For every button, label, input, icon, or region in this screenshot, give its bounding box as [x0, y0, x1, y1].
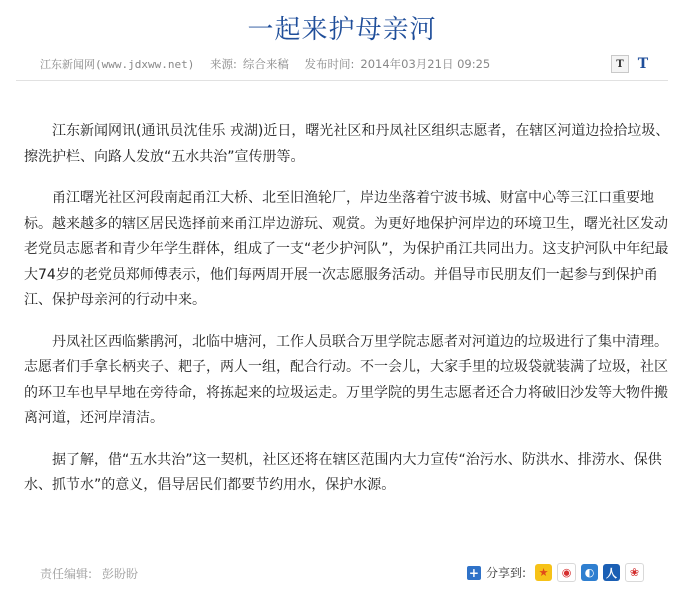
article-paragraph: 江东新闻网讯(通讯员沈佳乐 戎湖)近日，曙光社区和丹凤社区组织志愿者，在辖区河道边捡拾垃圾、擦洗护栏、向路人发放“五水共治”宣传册等。 — [24, 123, 670, 165]
font-size-controls — [611, 55, 652, 73]
tqq-icon[interactable]: ◐ — [581, 564, 598, 581]
article-title: 一起来护母亲河 — [247, 15, 437, 45]
meta-source: 综合来稿 — [242, 57, 289, 71]
article-paragraph: 据了解，借“五水共治”这一契机，社区还将在辖区范围内大力宣传“治污水、防洪水、排涝水、保供水、抓节水”的意义，倡导居民们都要节约用水，保护水源。 — [24, 451, 662, 493]
article-meta — [40, 57, 502, 72]
weibo-icon[interactable]: ◉ — [557, 563, 576, 582]
qzone-icon[interactable]: ★ — [535, 564, 552, 581]
article-footer — [40, 563, 644, 583]
editor-name: 彭盼盼 — [102, 567, 139, 581]
header-divider — [16, 80, 668, 81]
share-label: 分享到: — [485, 566, 526, 580]
share-plus-icon[interactable]: + — [468, 565, 479, 580]
meta-source-label: 来源: — [210, 57, 237, 71]
article-paragraph: 甬江曙光社区河段南起甬江大桥、北至旧渔轮厂，岸边坐落着宁波书城、财富中心等三江口重要地标。越来越多的辖区居民选择前来甬江岸边游玩、观赏。为更好地保护河岸边的环境卫生，曙光社区发动老党员志愿者和青少年学生群体，组成了一支“老少护河队”，为保护甬江共同出力。这支护河队中年纪最大74岁的老党员郑师傅表示，他们每两周开展一次志愿服务活动。并倡导市民朋友们一起参与到保护甬江、保护母亲河的行动中来。 — [24, 190, 669, 308]
meta-time-label: 发布时间: — [304, 57, 355, 71]
editor-label: 责任编辑: — [40, 567, 93, 581]
renren-icon[interactable]: 人 — [603, 564, 620, 581]
editor-info — [40, 565, 138, 582]
meta-time: 2014年03月21日 09:25 — [360, 57, 491, 71]
share-bar — [467, 563, 644, 582]
article-paragraph: 丹凤社区西临紫鹃河，北临中塘河，工作人员联合万里学院志愿者对河道边的垃圾进行了集中清理。志愿者们手拿长柄夹子、耙子，两人一组，配合行动。不一会儿，大家手里的垃圾袋就装满了垃圾，社区的环卫车也早早地在旁待命，将拣起来的垃圾运走。万里学院的男生志愿者还合力将破旧沙发等大物件搬离河道，还河岸清洁。 — [24, 333, 668, 426]
article-body — [24, 119, 674, 515]
meta-site: 江东新闻网(www.jdxww.net) — [40, 58, 195, 71]
font-large-button[interactable]: T — [634, 55, 652, 73]
kaixin-icon[interactable]: ❀ — [625, 563, 644, 582]
font-small-button[interactable]: T — [611, 55, 629, 73]
